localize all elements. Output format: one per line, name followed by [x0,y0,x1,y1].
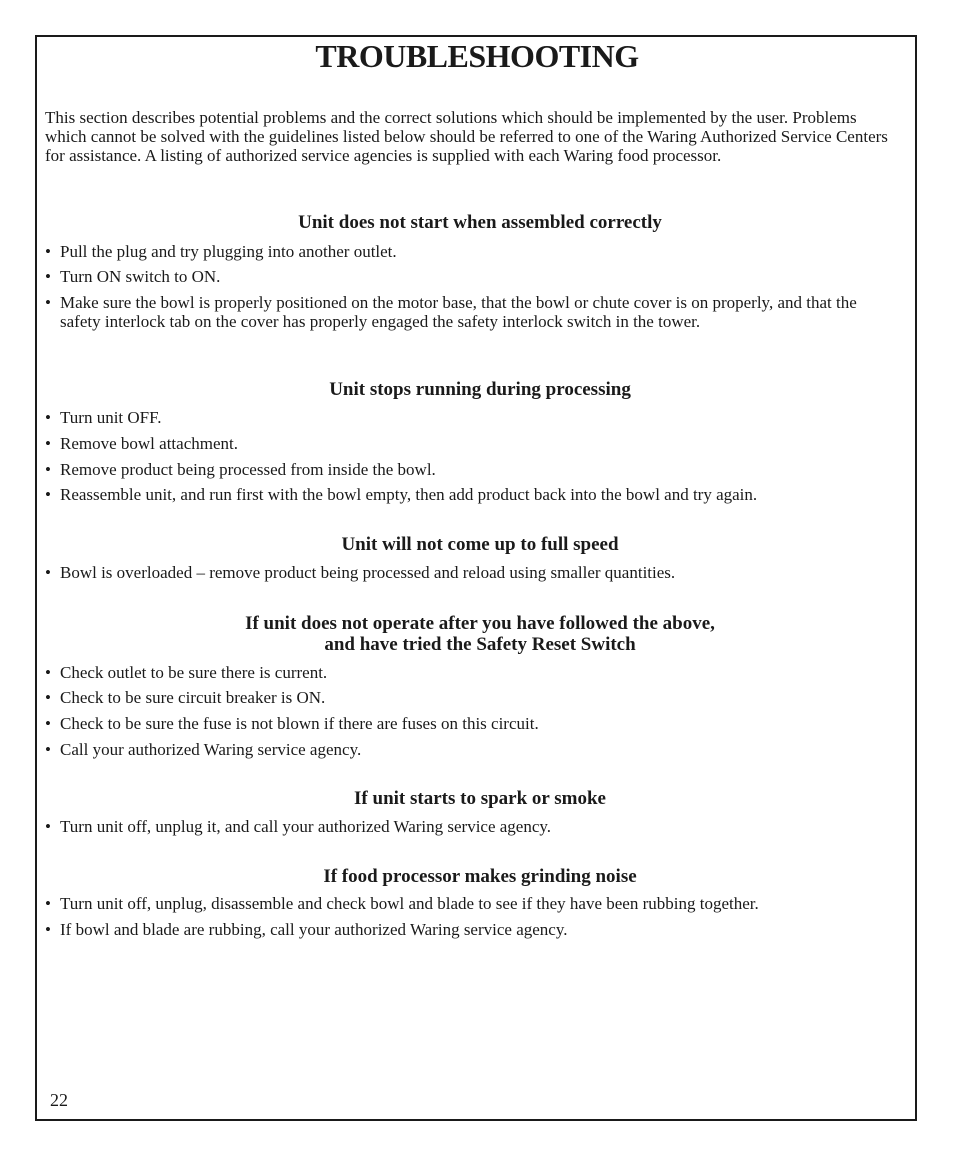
list-item: • Call your authorized Waring service agency. [45,740,362,759]
page-title: TROUBLESHOOTING [315,38,639,74]
section-heading-spark-smoke: If unit starts to spark or smoke [354,788,606,809]
list-item: • Turn unit off, unplug it, and call your authorized Waring service agency. [45,817,552,836]
section-heading-grinding-noise: If food processor makes grinding noise [323,866,637,887]
list-item: • Check to be sure circuit breaker is ON. [45,688,326,707]
section-heading-does-not-operate: If unit does not operate after you have followed the above, and have tried the Safety Reset Switch [245,613,715,655]
list-item: • Turn unit off, unplug, disassemble and check bowl and blade to see if they have been rubbing together. [45,894,759,913]
list-item: • Turn ON switch to ON. [45,267,221,286]
intro-paragraph: This section describes potential problems and the correct solutions which should be implemented by the user. Problems which cannot be solved with the guidelines listed below should be referred to one of the Waring Authorized Service Centers for assistance. A listing of authorized service agencies is supplied with each Waring food processor. [45,108,888,165]
section-heading-no-start: Unit does not start when assembled correctly [298,212,662,233]
list-item: • If bowl and blade are rubbing, call your authorized Waring service agency. [45,920,568,939]
list-item: • Turn unit OFF. [45,408,162,427]
list-item: • Remove bowl attachment. [45,434,238,453]
list-item: • Bowl is overloaded – remove product being processed and reload using smaller quantities. [45,563,676,582]
section-heading-stops-running: Unit stops running during processing [329,379,631,400]
page-number: 22 [50,1090,68,1110]
list-item: • Reassemble unit, and run first with the bowl empty, then add product back into the bowl and try again. [45,485,758,504]
list-item: • Check outlet to be sure there is current. [45,663,328,682]
list-item: • Remove product being processed from inside the bowl. [45,460,436,479]
list-item: • Check to be sure the fuse is not blown if there are fuses on this circuit. [45,714,539,733]
section-heading-full-speed: Unit will not come up to full speed [341,534,619,555]
list-item: • Pull the plug and try plugging into another outlet. [45,242,397,261]
list-item: • Make sure the bowl is properly positioned on the motor base, that the bowl or chute cover is on properly, and that the safety interlock tab on the cover has properly engaged the safety interlock switch in the tower. [45,293,857,331]
